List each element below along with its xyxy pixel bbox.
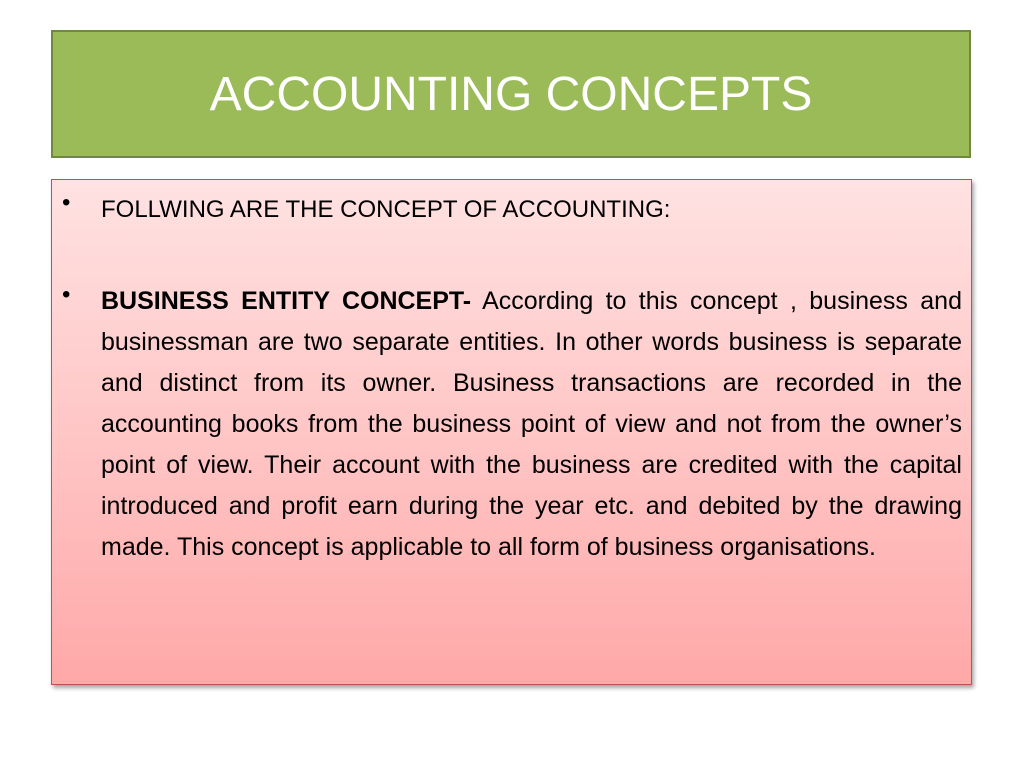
content-panel — [51, 179, 972, 685]
bullet-dot-icon: • — [62, 281, 71, 308]
bullet-intro-text: FOLLWING ARE THE CONCEPT OF ACCOUNTING: — [101, 196, 671, 223]
business-entity-term: BUSINESS ENTITY CONCEPT- — [101, 287, 472, 315]
slide-title: ACCOUNTING CONCEPTS — [209, 67, 813, 121]
bullet-dot-icon: • — [62, 189, 71, 216]
title-banner — [51, 30, 971, 158]
bullet-business-entity-text — [101, 281, 962, 568]
business-entity-description: According to this concept , business and businessman are two separate entities. In other words business is separate and distinct from its owner. Business transactions are recorded in the accounting books from the business point of view and not from the owner’s point of view. Their account with the business are credited with the capital introduced and profit earn during the year etc. and debited by the drawing made. This concept is applicable to all form of business organisations. — [101, 287, 962, 561]
